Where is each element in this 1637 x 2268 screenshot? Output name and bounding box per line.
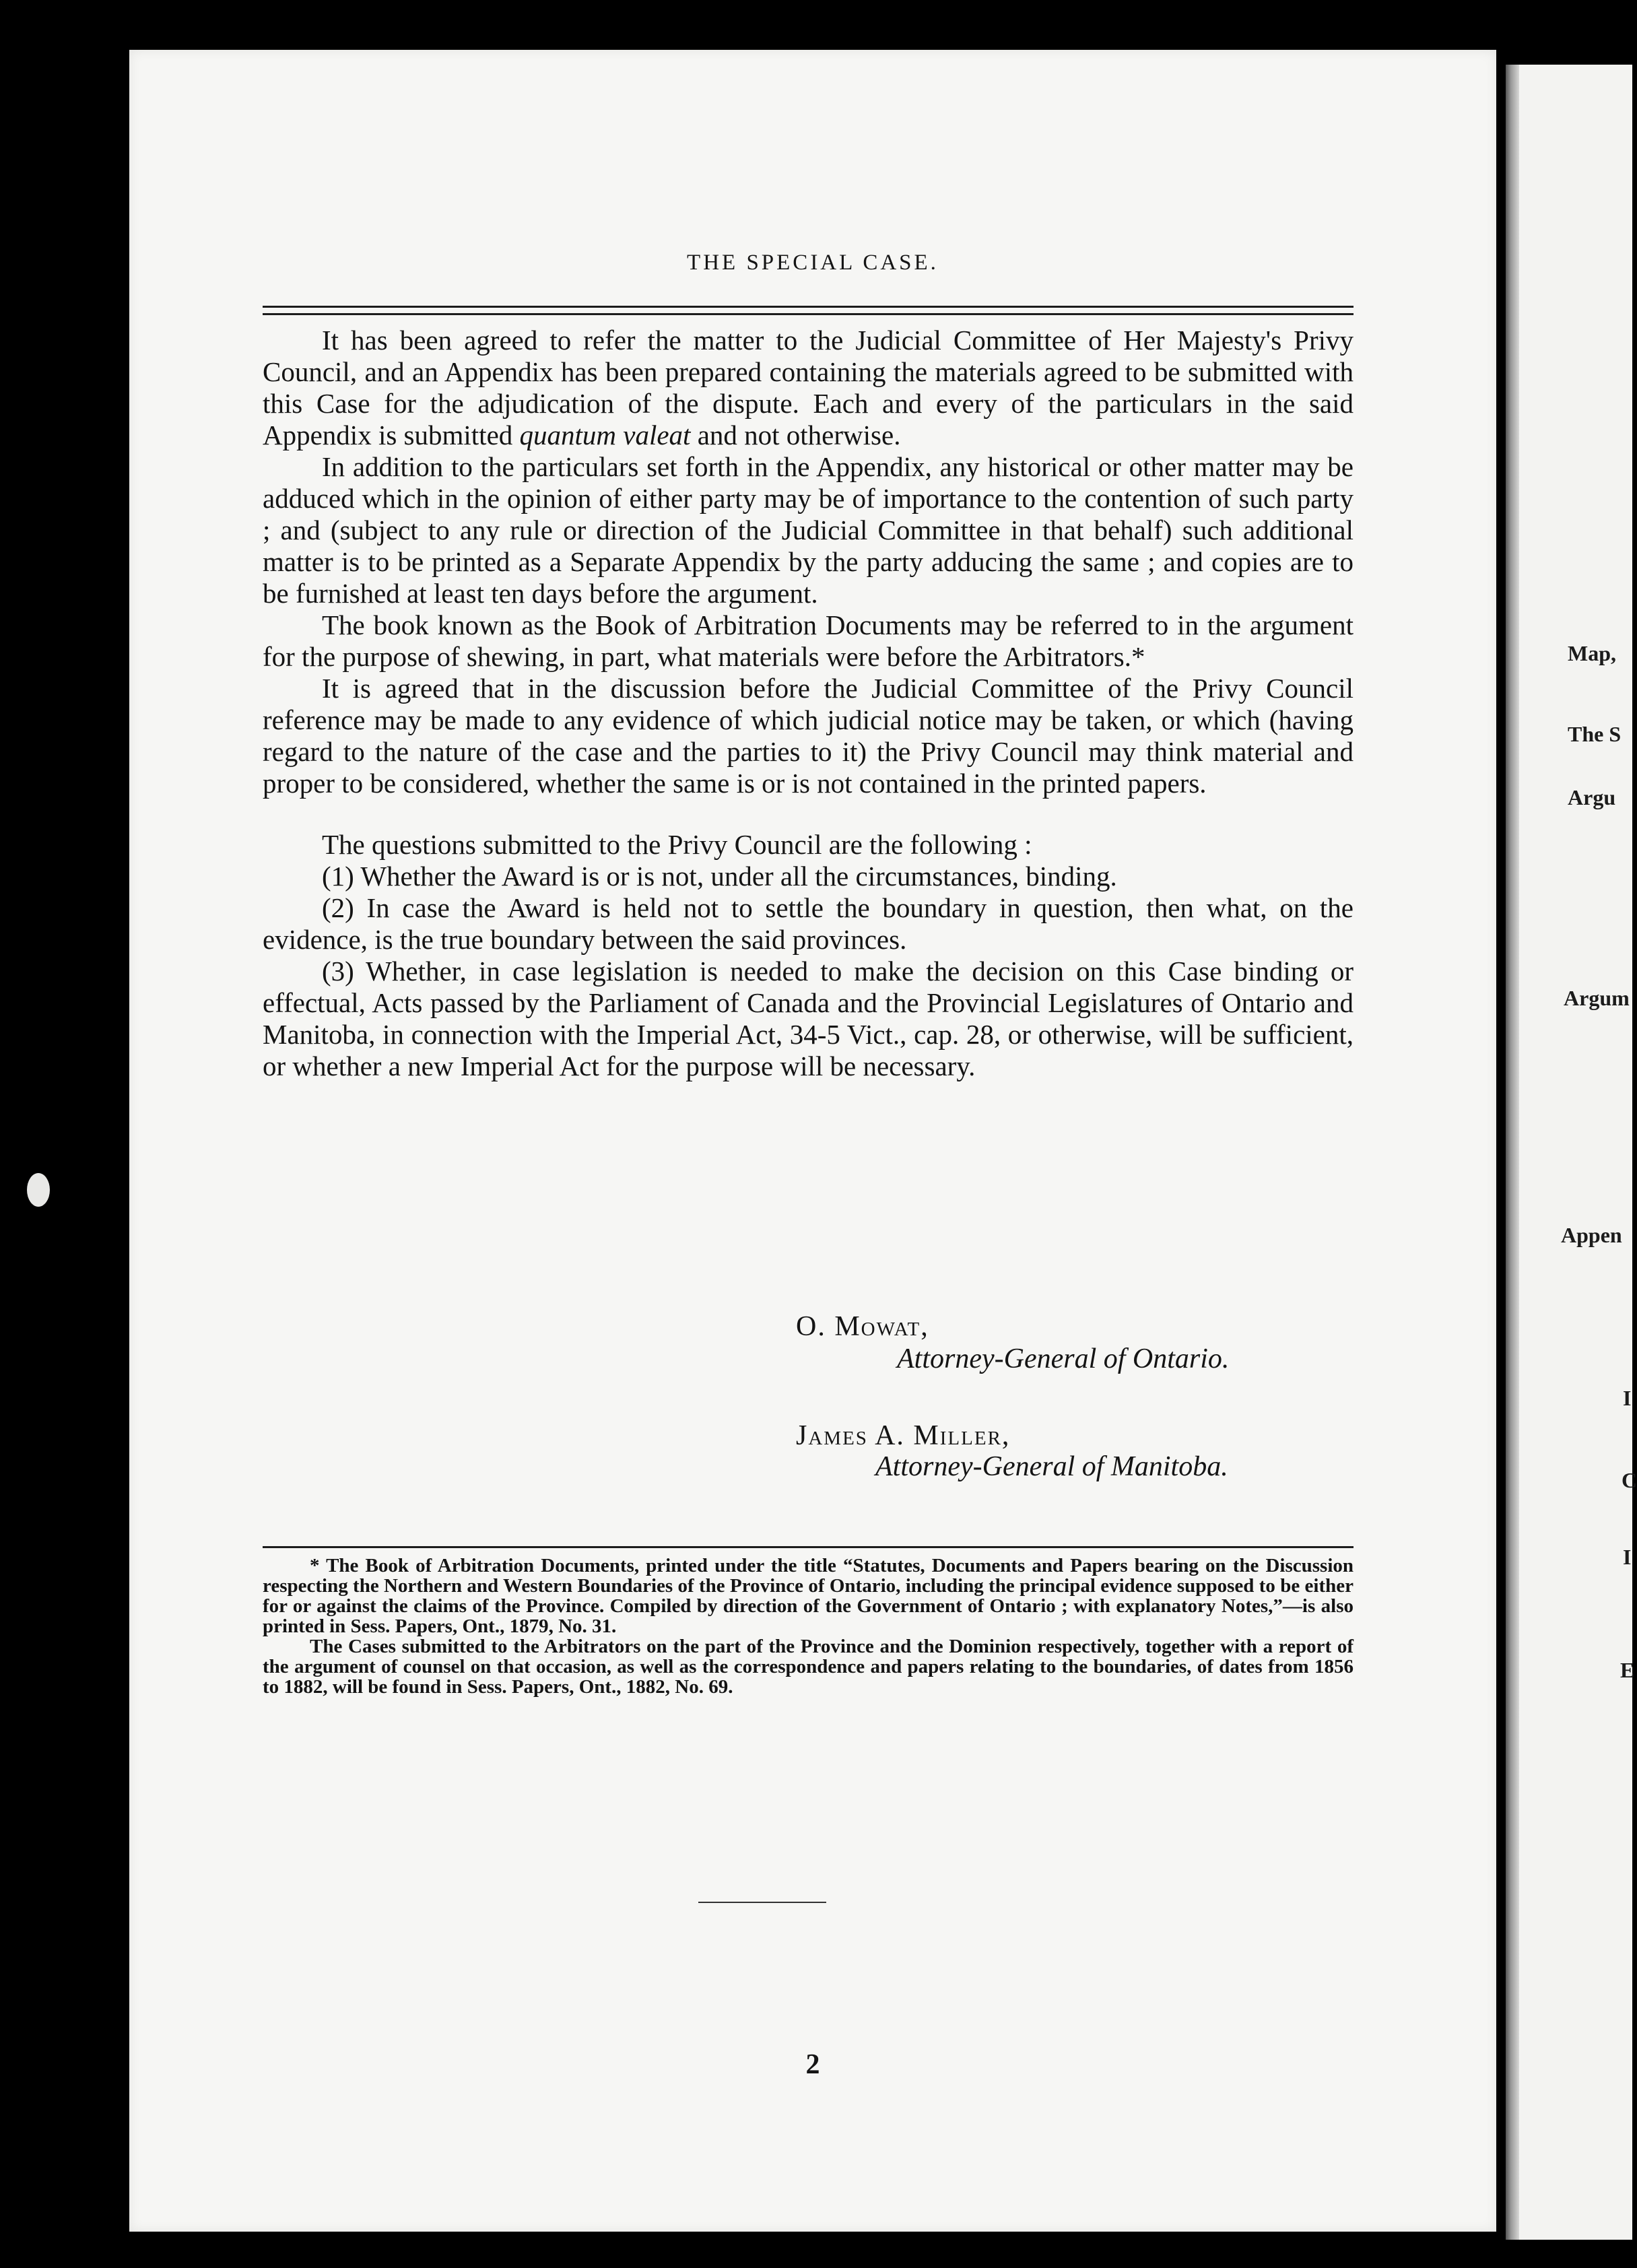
signature-miller-name: James A. Miller, [796, 1420, 1011, 1451]
running-head: THE SPECIAL CASE. [687, 251, 939, 275]
adjacent-page-fragment: C [1622, 1468, 1637, 1492]
body-text [263, 325, 1354, 1082]
paragraph-judicial-notice: It is agreed that in the discussion before the Judicial Committee of the Privy Council reference may be made to any evidence of which judicial notice may be taken, or which (having regard to the nature of the case and the parties to it) the Privy Council may think material and proper to be considered, whether the same is or is not contained in the printed papers. [263, 673, 1354, 799]
footnote-book-of-arbitration: * The Book of Arbitration Documents, printed under the title “Statutes, Documents and Papers bearing on the Discussion respecting the Northern and Western Boundaries of the Province of Ontario, including the principal evidence supposed to be either for or against the claims of the Province. Compiled by direction of the Government of Ontario ; with explanatory Notes,”—is also printed in Sess. Papers, Ont., 1879, No. 31. [263, 1555, 1354, 1637]
adjacent-page-fragment: Appen [1561, 1223, 1622, 1247]
signature-mowat-title: Attorney-General of Ontario. [897, 1343, 1230, 1374]
signature-mowat-name: O. Mowat, [796, 1311, 929, 1342]
document-page [129, 50, 1496, 2232]
adjacent-page [1506, 65, 1637, 2240]
footnote [263, 1556, 1354, 1697]
adjacent-page-fragment: Map, [1568, 641, 1616, 665]
paragraph-agreement-text: It has been agreed to refer the matter to the Judicial Committee of Her Majesty's Privy Council, and an Appendix has been prepared containing the materials agreed to be submitted with this Case for the adjudication of the dispute. Each and every of the particulars in the said Appendix is submitted [263, 325, 1354, 451]
paragraph-additional-matter: In addition to the particulars set forth in the Appendix, any historical or other matter may be adduced which in the opinion of either party may be of importance to the contention of such party ; and (subject to any rule or direction of the Judicial Committee in that behalf) such additional matter is to be printed as a Separate Appendix by the party adducing the same ; and copies are to be furnished at least ten days before the argument. [263, 451, 1354, 609]
footnote-rule [263, 1546, 1354, 1548]
paragraph-book-of-arbitration: The book known as the Book of Arbitration Documents may be referred to in the argument for the purpose of shewing, in part, what materials were before the Arbitrators.* [263, 609, 1354, 672]
paragraph-agreement [263, 325, 1354, 451]
closing-rule [698, 1902, 826, 1903]
adjacent-page-fragment: E [1620, 1658, 1635, 1682]
questions-intro: The questions submitted to the Privy Council are the following : [322, 829, 1032, 860]
page-gutter-shadow [1506, 65, 1519, 2240]
footnote-cases-submitted: The Cases submitted to the Arbitrators on the part of the Province and the Dominion respectively, together with a report of the argument of counsel on that occasion, as well as the correspondence and papers relating to the boundaries, of dates from 1856 to 1882, will be found in Sess. Papers, Ont., 1882, No. 69. [263, 1636, 1354, 1698]
question-3: (3) Whether, in case legislation is needed to make the decision on this Case binding or effectual, Acts passed by the Parliament of Canada and the Provincial Legislatures of Ontario and Manitoba, in connection with the Imperial Act, 34-5 Vict., cap. 28, or otherwise, will be sufficient, or whether a new Imperial Act for the purpose will be necessary. [263, 956, 1354, 1081]
adjacent-page-fragment: Argum [1564, 986, 1630, 1010]
adjacent-page-fragment: Argu [1568, 785, 1616, 809]
question-2: (2) In case the Award is held not to settle the boundary in question, then what, on the evidence, is the true boundary between the said provinces. [263, 892, 1354, 955]
question-1: (1) Whether the Award is or is not, under all the circumstances, binding. [322, 861, 1117, 892]
adjacent-page-fragment: I [1623, 1545, 1632, 1569]
page-number: 2 [805, 2049, 820, 2080]
adjacent-page-fragment: I [1623, 1386, 1632, 1410]
header-double-rule [263, 306, 1354, 315]
paragraph-agreement-tail: and not otherwise. [697, 420, 901, 451]
latin-phrase: quantum valeat [519, 420, 691, 451]
signature-miller-title: Attorney-General of Manitoba. [875, 1451, 1228, 1482]
adjacent-page-fragment: The S [1568, 722, 1622, 746]
scan-blemish [27, 1173, 50, 1207]
